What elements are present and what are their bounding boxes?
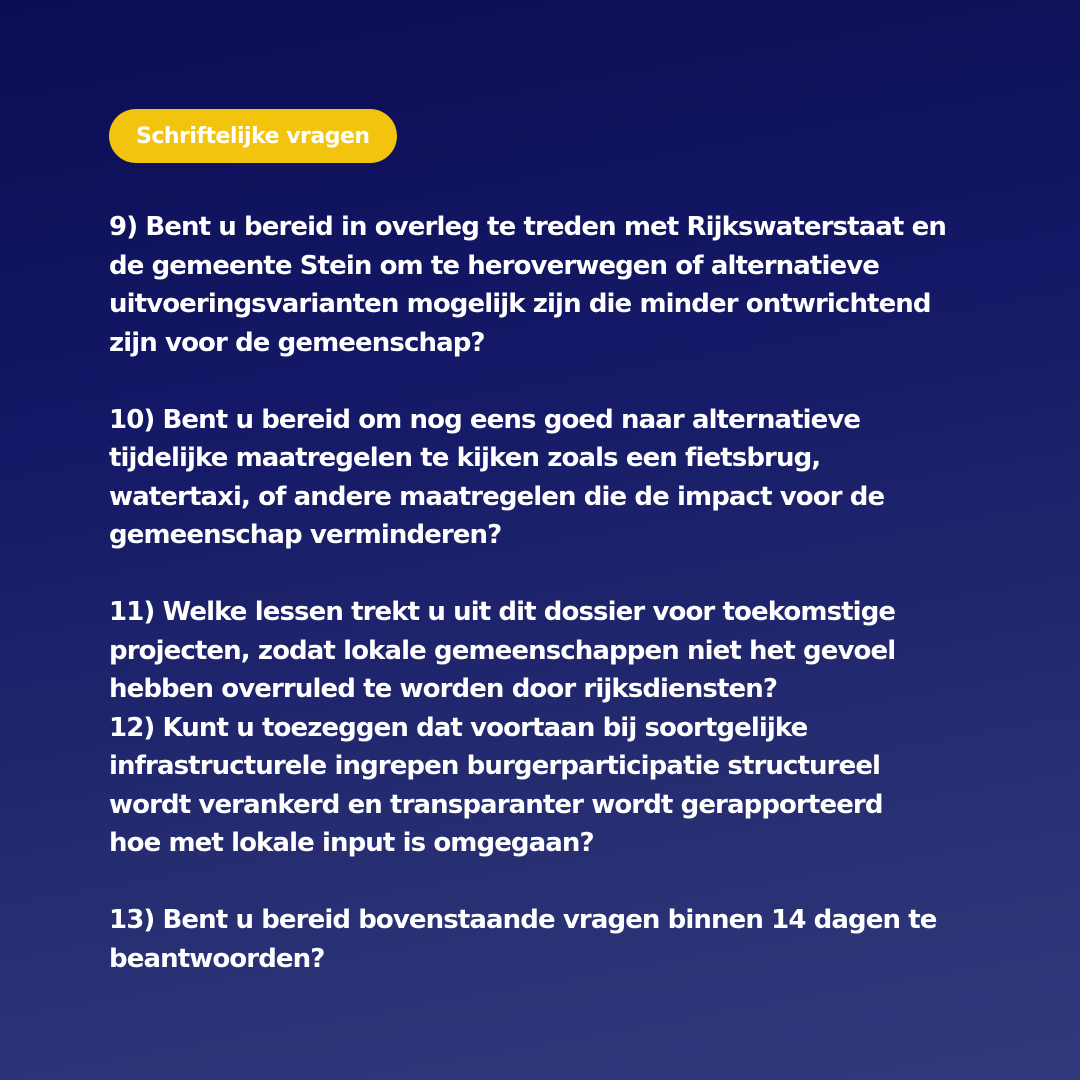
question-line: wordt verankerd en transparanter wordt gerapporteerd xyxy=(109,789,883,820)
question-line: 12) Kunt u toezeggen dat voortaan bij soortgelijke xyxy=(109,712,808,743)
question-line: hebben overruled te worden door rijksdiensten? xyxy=(109,674,778,704)
question-line: 13) Bent u bereid bovenstaande vragen binnen 14 dagen te xyxy=(109,905,937,935)
question-10 xyxy=(109,401,1009,555)
question-line: 9) Bent u bereid in overleg te treden met Rijkswaterstaat en xyxy=(109,212,946,242)
question-line: infrastructurele ingrepen burgerparticipatie structureel xyxy=(109,751,881,781)
question-line: watertaxi, of andere maatregelen die de impact voor de xyxy=(109,481,885,512)
question-line: zijn voor de gemeenschap? xyxy=(109,327,485,358)
question-11 xyxy=(109,593,1009,709)
question-line: hoe met lokale input is omgegaan? xyxy=(109,828,594,858)
category-tag xyxy=(109,109,397,163)
question-9 xyxy=(109,208,1009,362)
question-line: de gemeente Stein om te heroverwegen of alternatieve xyxy=(109,250,879,281)
category-tag-label: Schriftelijke vragen xyxy=(136,123,370,149)
question-line: beantwoorden? xyxy=(109,943,325,974)
question-line: 11) Welke lessen trekt u uit dit dossier voor toekomstige xyxy=(109,597,896,627)
question-13 xyxy=(109,901,1009,978)
question-list xyxy=(109,208,1009,978)
question-line: uitvoeringsvarianten mogelijk zijn die minder ontwrichtend xyxy=(109,289,931,319)
question-12 xyxy=(109,709,1009,863)
question-line: tijdelijke maatregelen te kijken zoals een fietsbrug, xyxy=(109,443,821,473)
question-line: projecten, zodat lokale gemeenschappen niet het gevoel xyxy=(109,635,896,666)
question-line: gemeenschap verminderen? xyxy=(109,520,502,550)
question-line: 10) Bent u bereid om nog eens goed naar alternatieve xyxy=(109,404,861,435)
